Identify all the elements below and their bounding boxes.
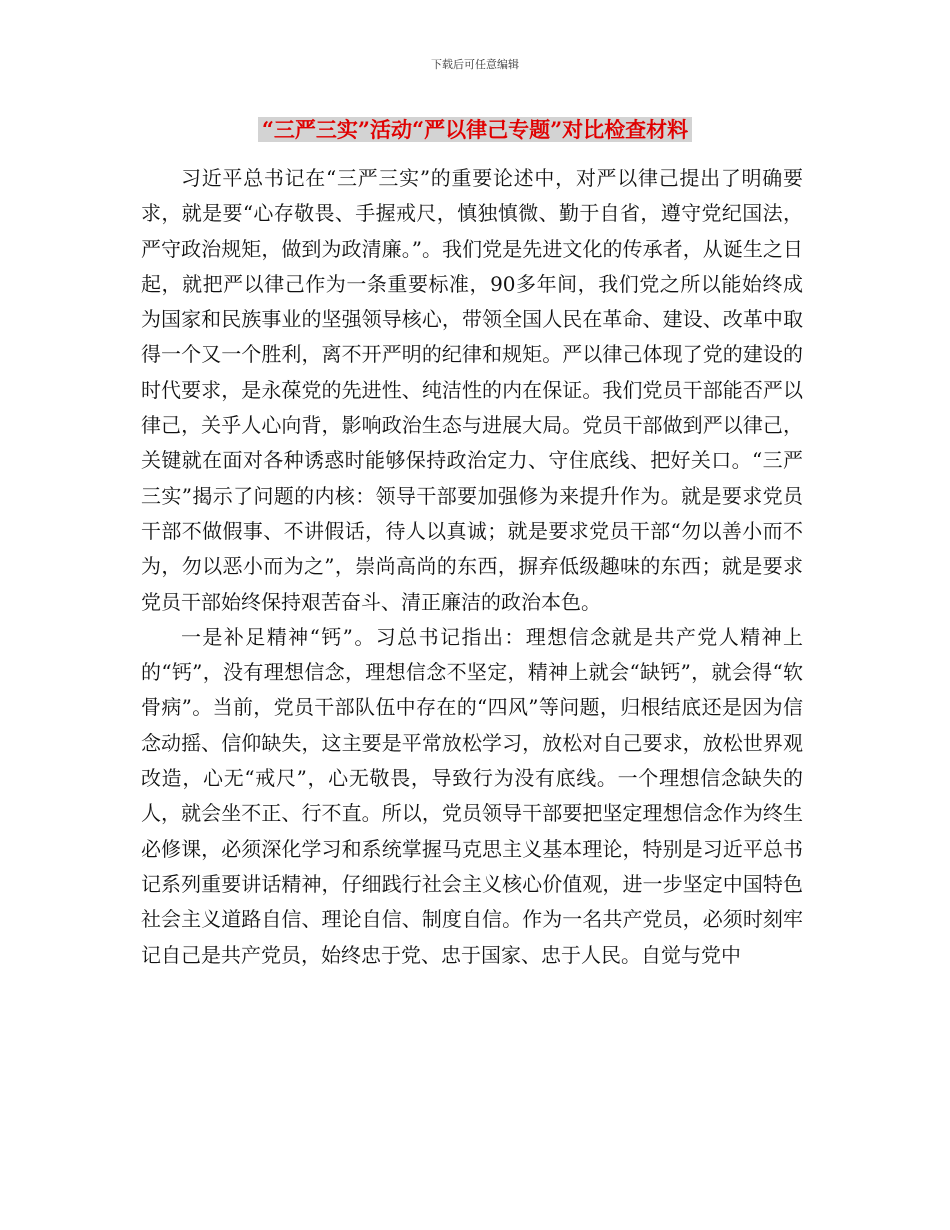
document-title xyxy=(0,115,950,145)
paragraph-1: 习近平总书记在“三严三实”的重要论述中，对严以律己提出了明确要求，就是要“心存敬畏、手握戒尺，慎独慎微、勤于自省，遵守党纪国法，严守政治规矩，做到为政清廉。”。我们党是先进文化的传承者，从诞生之日起，就把严以律己作为一条重要标准，90多年间，我们党之所以能始终成为国家和民族事业的坚强领导核心，带领全国人民在革命、建设、改革中取得一个又一个胜利，离不开严明的纪律和规矩。严以律己体现了党的建设的时代要求，是永葆党的先进性、纯洁性的内在保证。我们党员干部能否严以律己，关乎人心向背，影响政治生态与进展大局。党员干部做到严以律己，关键就在面对各种诱惑时能够保持政治定力、守住底线、把好关口。“三严三实”揭示了问题的内核：领导干部要加强修为来提升作为。就是要求党员干部不做假事、不讲假话，待人以真诚；就是要求党员干部“勿以善小而不为，勿以恶小而为之”，崇尚高尚的东西，摒弃低级趣味的东西；就是要求党员干部始终保持艰苦奋斗、清正廉洁的政治本色。 xyxy=(141,166,803,614)
paragraph-2: 一是补足精神“钙”。习总书记指出：理想信念就是共产党人精神上的“钙”，没有理想信念，理想信念不坚定，精神上就会“缺钙”，就会得“软骨病”。当前，党员干部队伍中存在的“四风”等问题，归根结底还是因为信念动摇、信仰缺失，这主要是平常放松学习，放松对自己要求，放松世界观改造，心无“戒尺”，心无敬畏，导致行为没有底线。一个理想信念缺失的人，就会坐不正、行不直。所以，党员领导干部要把坚定理想信念作为终生必修课，必须深化学习和系统掌握马克思主义基本理论，特别是习近平总书记系列重要讲话精神，仔细践行社会主义核心价值观，进一步坚定中国特色社会主义道路自信、理论自信、制度自信。作为一名共产党员，必须时刻牢记自己是共产党员，始终忠于党、忠于国家、忠于人民。自觉与党中 xyxy=(141,624,803,967)
header-note: 下载后可任意编辑 xyxy=(431,58,519,71)
document-body xyxy=(141,161,803,973)
document-title-text: “三严三实”活动“严以律己专题”对比检查材料 xyxy=(258,117,692,142)
